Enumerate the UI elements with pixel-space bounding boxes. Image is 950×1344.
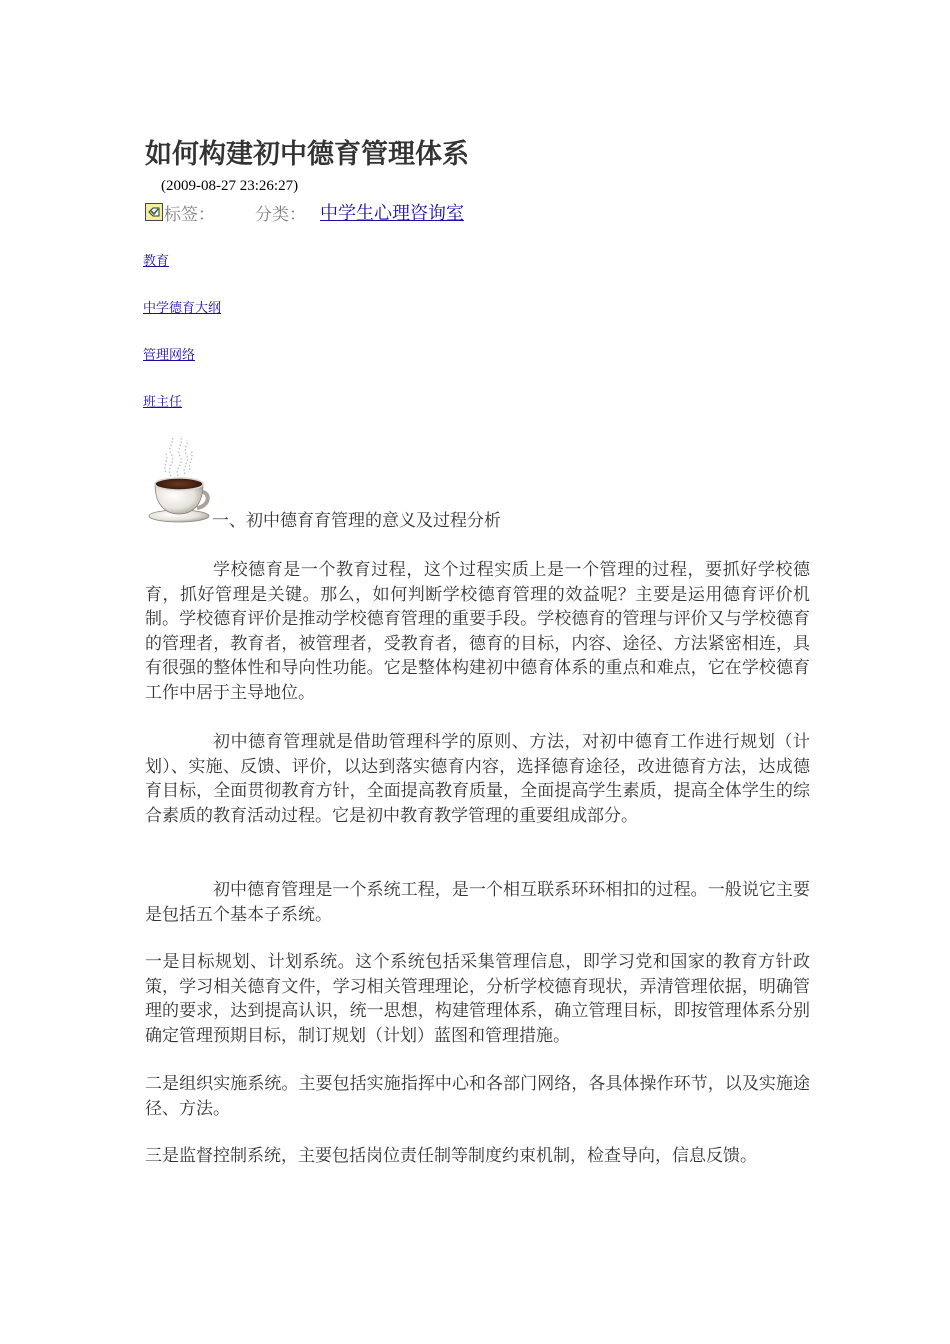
tag-link-education[interactable]: 教育 bbox=[143, 254, 170, 269]
paragraph-3: 初中德育管理是一个系统工程，是一个相互联系环环相扣的过程。一般说它主要是包括五个基本子系统。 bbox=[145, 880, 810, 925]
tags-label: 标签： bbox=[164, 204, 215, 225]
paragraph-2: 初中德育管理就是借助管理科学的原则、方法，对初中德育工作进行规划（计划）、实施、反馈、评价，以达到落实德育内容，选择德育途径，改进德育方法，达成德育目标，全面贯彻教育方针，全面提高教育质量，全面提高学生素质，提高全体学生的综合素质的教育活动过程。它是初中教育教学管理的重要组成部分。 bbox=[145, 732, 810, 826]
paragraph-6: 三是监督控制系统，主要包括岗位责任制等制度约束机制，检查导向，信息反馈。 bbox=[145, 1146, 757, 1166]
article-meta bbox=[145, 199, 464, 225]
category-label: 分类： bbox=[255, 204, 306, 225]
article-title: 如何构建初中德育管理体系 bbox=[145, 139, 469, 170]
article-timestamp: (2009-08-27 23:26:27) bbox=[161, 178, 299, 194]
section-heading: 一、初中德育育管理的意义及过程分析 bbox=[212, 511, 501, 531]
tag-link-management-network[interactable]: 管理网络 bbox=[143, 348, 196, 363]
paragraph-1: 学校德育是一个教育过程，这个过程实质上是一个管理的过程，要抓好学校德育，抓好管理是关键。那么，如何判断学校德育管理的效益呢？主要是运用德育评价机制。学校德育评价是推动学校德育管理的重要手段。学校德育的管理与评价又与学校德育的管理者，教育者，被管理者，受教育者，德育的目标，内容、途径、方法紧密相连，具有很强的整体性和导向性功能。它是整体构建初中德育体系的重点和难点，它在学校德育工作中居于主导地位。 bbox=[145, 560, 810, 703]
tag-icon bbox=[145, 203, 163, 221]
tag-link-head-teacher[interactable]: 班主任 bbox=[143, 395, 183, 410]
paragraph-5: 二是组织实施系统。主要包括实施指挥中心和各部门网络，各具体操作环节，以及实施途径、方法。 bbox=[145, 1074, 810, 1119]
coffee-cup-icon bbox=[145, 432, 213, 524]
tag-link-moral-outline[interactable]: 中学德育大纲 bbox=[143, 301, 222, 316]
paragraph-4: 一是目标规划、计划系统。这个系统包括采集管理信息，即学习党和国家的教育方针政策，学习相关德育文件，学习相关管理理论，分析学校德育现状，弄清管理依据，明确管理的要求，达到提高认识，统一思想，构建管理体系，确立管理目标，即按管理体系分别确定管理预期目标，制订规划（计划）蓝图和管理措施。 bbox=[145, 952, 810, 1046]
category-link[interactable]: 中学生心理咨询室 bbox=[320, 203, 464, 224]
